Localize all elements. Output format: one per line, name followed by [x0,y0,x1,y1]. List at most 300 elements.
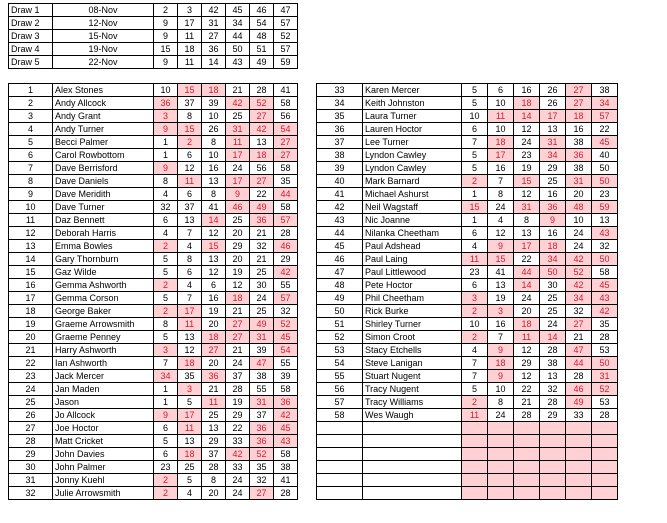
player-row [9,461,298,474]
empty-pick-cell [566,461,592,474]
player-pick: 2 [462,175,488,188]
player-number: 13 [9,240,53,253]
player-pick: 3 [178,383,202,396]
player-pick: 13 [488,279,514,292]
draw-label: Draw 3 [9,30,53,43]
player-pick: 18 [250,149,274,162]
player-pick: 36 [250,422,274,435]
player-pick: 53 [592,396,618,409]
player-pick: 16 [566,123,592,136]
player-pick: 21 [250,253,274,266]
player-pick: 9 [154,123,178,136]
player-pick: 18 [488,357,514,370]
player-row [9,266,298,279]
player-pick: 46 [566,383,592,396]
player-row [9,318,298,331]
player-pick: 22 [514,253,540,266]
player-pick: 24 [226,162,250,175]
player-pick: 7 [462,357,488,370]
player-pick: 13 [178,331,202,344]
player-pick: 10 [462,318,488,331]
player-pick: 27 [202,344,226,357]
player-pick: 25 [202,409,226,422]
empty-pick-cell [592,435,618,448]
player-pick: 24 [488,409,514,422]
player-pick: 31 [540,136,566,149]
player-pick: 6 [462,123,488,136]
player-pick: 46 [274,240,298,253]
draw-row [9,30,298,43]
player-pick: 4 [462,344,488,357]
draw-number: 14 [202,56,226,69]
player-pick: 29 [540,162,566,175]
player-pick: 3 [462,292,488,305]
player-pick: 50 [592,175,618,188]
player-name: Wes Waugh [363,409,462,422]
empty-pick-cell [488,448,514,461]
player-pick: 7 [178,292,202,305]
player-pick: 40 [592,149,618,162]
player-pick: 8 [488,188,514,201]
player-pick: 10 [462,110,488,123]
player-pick: 25 [540,175,566,188]
player-pick: 11 [178,318,202,331]
player-pick: 31 [514,201,540,214]
player-pick: 41 [202,201,226,214]
player-number: 7 [9,162,53,175]
empty-pick-cell [592,461,618,474]
player-row [317,136,618,149]
player-pick: 32 [566,305,592,318]
player-number: 46 [317,253,363,266]
player-pick: 33 [226,461,250,474]
player-pick: 6 [154,422,178,435]
empty-cell [317,435,363,448]
player-pick: 11 [514,331,540,344]
player-number: 36 [317,123,363,136]
player-number: 29 [9,448,53,461]
player-number: 32 [9,487,53,500]
player-pick: 10 [202,110,226,123]
player-number: 58 [317,409,363,422]
player-pick: 24 [250,292,274,305]
player-pick: 27 [566,97,592,110]
draw-number: 3 [178,4,202,17]
player-name: Andy Grant [53,110,154,123]
player-pick: 26 [202,123,226,136]
player-pick: 36 [202,370,226,383]
player-pick: 9 [488,344,514,357]
player-pick: 58 [274,201,298,214]
draw-number: 43 [226,56,250,69]
player-pick: 58 [274,383,298,396]
player-pick: 11 [202,396,226,409]
player-pick: 12 [514,188,540,201]
draw-label: Draw 5 [9,56,53,69]
player-row [9,448,298,461]
player-pick: 27 [274,136,298,149]
player-number: 22 [9,357,53,370]
player-pick: 9 [154,409,178,422]
player-pick: 32 [250,474,274,487]
player-name: Daz Bennett [53,214,154,227]
player-pick: 3 [488,305,514,318]
player-name: Deborah Harris [53,227,154,240]
player-pick: 8 [514,214,540,227]
player-pick: 11 [462,409,488,422]
player-name: Gemma Ashworth [53,279,154,292]
player-row [9,383,298,396]
empty-cell [363,435,462,448]
player-pick: 14 [514,110,540,123]
player-pick: 37 [178,97,202,110]
player-pick: 36 [540,201,566,214]
player-pick: 18 [488,136,514,149]
empty-pick-cell [462,474,488,487]
player-pick: 11 [226,136,250,149]
empty-pick-cell [514,448,540,461]
player-pick: 36 [566,149,592,162]
player-pick: 12 [178,162,202,175]
player-row [9,110,298,123]
player-pick: 49 [250,318,274,331]
player-number: 25 [9,396,53,409]
player-pick: 26 [540,84,566,97]
player-pick: 9 [226,188,250,201]
player-pick: 23 [154,461,178,474]
empty-pick-cell [488,474,514,487]
player-pick: 29 [514,357,540,370]
player-name: Gaz Wilde [53,266,154,279]
draw-number: 48 [250,30,274,43]
player-name: Neil Wagstaff [363,201,462,214]
draw-row [9,4,298,17]
player-number: 41 [317,188,363,201]
player-name: Nilanka Cheetham [363,227,462,240]
player-row [317,318,618,331]
player-pick: 27 [250,487,274,500]
player-pick: 5 [154,331,178,344]
player-pick: 8 [202,474,226,487]
draw-label: Draw 4 [9,43,53,56]
player-pick: 1 [154,149,178,162]
player-pick: 27 [566,84,592,97]
player-row [317,344,618,357]
player-row [317,279,618,292]
player-row [317,97,618,110]
player-number: 12 [9,227,53,240]
player-number: 47 [317,266,363,279]
player-pick: 32 [274,305,298,318]
draw-number: 45 [226,4,250,17]
player-pick: 24 [566,240,592,253]
empty-pick-cell [566,487,592,500]
player-row [9,435,298,448]
player-pick: 13 [592,214,618,227]
player-row [317,409,618,422]
player-pick: 43 [592,292,618,305]
player-pick: 23 [514,149,540,162]
empty-pick-cell [514,487,540,500]
empty-row [317,474,618,487]
player-pick: 12 [202,266,226,279]
player-row [317,162,618,175]
player-pick: 21 [202,383,226,396]
player-pick: 41 [488,266,514,279]
player-pick: 9 [488,370,514,383]
player-pick: 4 [462,240,488,253]
player-pick: 27 [250,175,274,188]
player-name: Ian Ashworth [53,357,154,370]
player-number: 54 [317,357,363,370]
empty-pick-cell [592,474,618,487]
player-pick: 6 [178,266,202,279]
player-pick: 21 [226,344,250,357]
player-pick: 35 [250,461,274,474]
player-pick: 13 [202,422,226,435]
player-pick: 31 [250,396,274,409]
player-number: 27 [9,422,53,435]
player-name: John Palmer [53,461,154,474]
player-pick: 13 [178,435,202,448]
player-pick: 8 [178,253,202,266]
player-pick: 1 [154,396,178,409]
player-pick: 12 [202,227,226,240]
player-row [9,422,298,435]
player-pick: 28 [202,461,226,474]
player-pick: 50 [592,357,618,370]
player-pick: 12 [178,344,202,357]
player-pick: 38 [274,461,298,474]
player-pick: 32 [592,240,618,253]
player-pick: 43 [592,227,618,240]
player-pick: 5 [154,253,178,266]
player-pick: 49 [566,396,592,409]
player-pick: 37 [250,409,274,422]
player-pick: 16 [202,162,226,175]
player-pick: 3 [154,110,178,123]
empty-pick-cell [540,487,566,500]
player-name: Gary Thornburn [53,253,154,266]
player-pick: 18 [226,292,250,305]
player-number: 53 [317,344,363,357]
player-name: Phil Cheetham [363,292,462,305]
player-row [317,266,618,279]
player-pick: 28 [274,487,298,500]
player-pick: 11 [178,422,202,435]
player-pick: 57 [592,110,618,123]
player-row [317,201,618,214]
draw-number: 11 [178,30,202,43]
draw-number: 9 [154,56,178,69]
player-pick: 17 [178,305,202,318]
player-row [317,383,618,396]
player-pick: 12 [514,344,540,357]
player-pick: 2 [154,240,178,253]
draw-number: 17 [178,17,202,30]
player-pick: 19 [202,305,226,318]
player-name: Steve Lanigan [363,357,462,370]
player-name: Gemma Corson [53,292,154,305]
player-pick: 32 [250,240,274,253]
player-pick: 5 [178,396,202,409]
player-pick: 5 [462,162,488,175]
empty-pick-cell [462,461,488,474]
empty-cell [363,474,462,487]
player-pick: 27 [226,318,250,331]
empty-pick-cell [566,422,592,435]
player-pick: 19 [226,266,250,279]
player-number: 52 [317,331,363,344]
empty-row [317,487,618,500]
player-number: 48 [317,279,363,292]
player-pick: 4 [178,487,202,500]
player-pick: 2 [154,487,178,500]
player-pick: 6 [488,84,514,97]
player-pick: 17 [226,175,250,188]
player-pick: 25 [250,305,274,318]
player-pick: 17 [178,409,202,422]
player-pick: 17 [488,149,514,162]
player-pick: 18 [566,110,592,123]
player-number: 51 [317,318,363,331]
player-pick: 10 [154,84,178,97]
draw-number: 50 [226,43,250,56]
player-number: 35 [317,110,363,123]
player-number: 31 [9,474,53,487]
draw-number: 11 [178,56,202,69]
player-pick: 38 [566,162,592,175]
players-table-left [8,83,298,500]
player-pick: 22 [592,123,618,136]
player-pick: 42 [592,305,618,318]
player-pick: 25 [178,461,202,474]
player-pick: 2 [462,331,488,344]
draw-number: 15 [154,43,178,56]
player-number: 5 [9,136,53,149]
player-pick: 42 [226,448,250,461]
player-pick: 28 [592,331,618,344]
player-pick: 25 [226,214,250,227]
player-pick: 38 [592,84,618,97]
player-row [9,84,298,97]
player-pick: 34 [566,292,592,305]
player-number: 30 [9,461,53,474]
player-row [9,292,298,305]
player-pick: 35 [178,370,202,383]
player-number: 1 [9,84,53,97]
empty-cell [317,448,363,461]
draw-row [9,43,298,56]
empty-cell [317,422,363,435]
player-row [9,409,298,422]
player-pick: 22 [226,422,250,435]
player-name: Joe Hoctor [53,422,154,435]
player-pick: 8 [488,396,514,409]
player-pick: 26 [540,97,566,110]
player-pick: 6 [462,279,488,292]
player-pick: 14 [540,331,566,344]
player-number: 10 [9,201,53,214]
empty-pick-cell [488,435,514,448]
player-name: Stuart Nugent [363,370,462,383]
empty-pick-cell [566,435,592,448]
player-pick: 42 [274,266,298,279]
draw-label: Draw 2 [9,17,53,30]
player-number: 42 [317,201,363,214]
player-pick: 6 [178,149,202,162]
player-number: 9 [9,188,53,201]
draw-number: 51 [250,43,274,56]
player-name: Harry Ashworth [53,344,154,357]
player-pick: 6 [462,227,488,240]
player-pick: 45 [592,279,618,292]
draw-number: 34 [226,17,250,30]
player-pick: 21 [226,84,250,97]
draw-number: 57 [274,43,298,56]
player-pick: 16 [540,188,566,201]
player-pick: 38 [566,136,592,149]
player-pick: 24 [514,292,540,305]
empty-pick-cell [462,487,488,500]
player-number: 44 [317,227,363,240]
player-pick: 37 [202,448,226,461]
player-pick: 20 [566,188,592,201]
player-pick: 24 [514,136,540,149]
empty-pick-cell [514,422,540,435]
player-pick: 52 [250,97,274,110]
empty-pick-cell [514,474,540,487]
player-pick: 2 [154,305,178,318]
empty-row [317,461,618,474]
player-pick: 9 [154,162,178,175]
draw-number: 31 [202,17,226,30]
player-number: 45 [317,240,363,253]
player-pick: 38 [250,370,274,383]
player-number: 57 [317,396,363,409]
player-pick: 7 [488,175,514,188]
draw-label: Draw 1 [9,4,53,17]
player-number: 8 [9,175,53,188]
player-pick: 3 [154,344,178,357]
player-number: 28 [9,435,53,448]
player-pick: 39 [274,370,298,383]
player-pick: 21 [514,396,540,409]
empty-pick-cell [592,487,618,500]
player-pick: 46 [226,201,250,214]
player-pick: 34 [540,253,566,266]
player-pick: 13 [178,214,202,227]
player-pick: 11 [462,253,488,266]
player-pick: 41 [274,474,298,487]
player-number: 17 [9,292,53,305]
player-pick: 10 [488,97,514,110]
player-pick: 45 [274,331,298,344]
player-pick: 5 [154,292,178,305]
player-name: Mark Barnard [363,175,462,188]
player-row [9,305,298,318]
player-number: 56 [317,383,363,396]
player-name: Karen Mercer [363,84,462,97]
player-pick: 36 [250,435,274,448]
player-pick: 8 [178,110,202,123]
empty-cell [317,474,363,487]
player-pick: 13 [540,123,566,136]
player-pick: 52 [274,318,298,331]
player-pick: 58 [592,266,618,279]
player-name: Paul Adshead [363,240,462,253]
draw-row [9,17,298,30]
